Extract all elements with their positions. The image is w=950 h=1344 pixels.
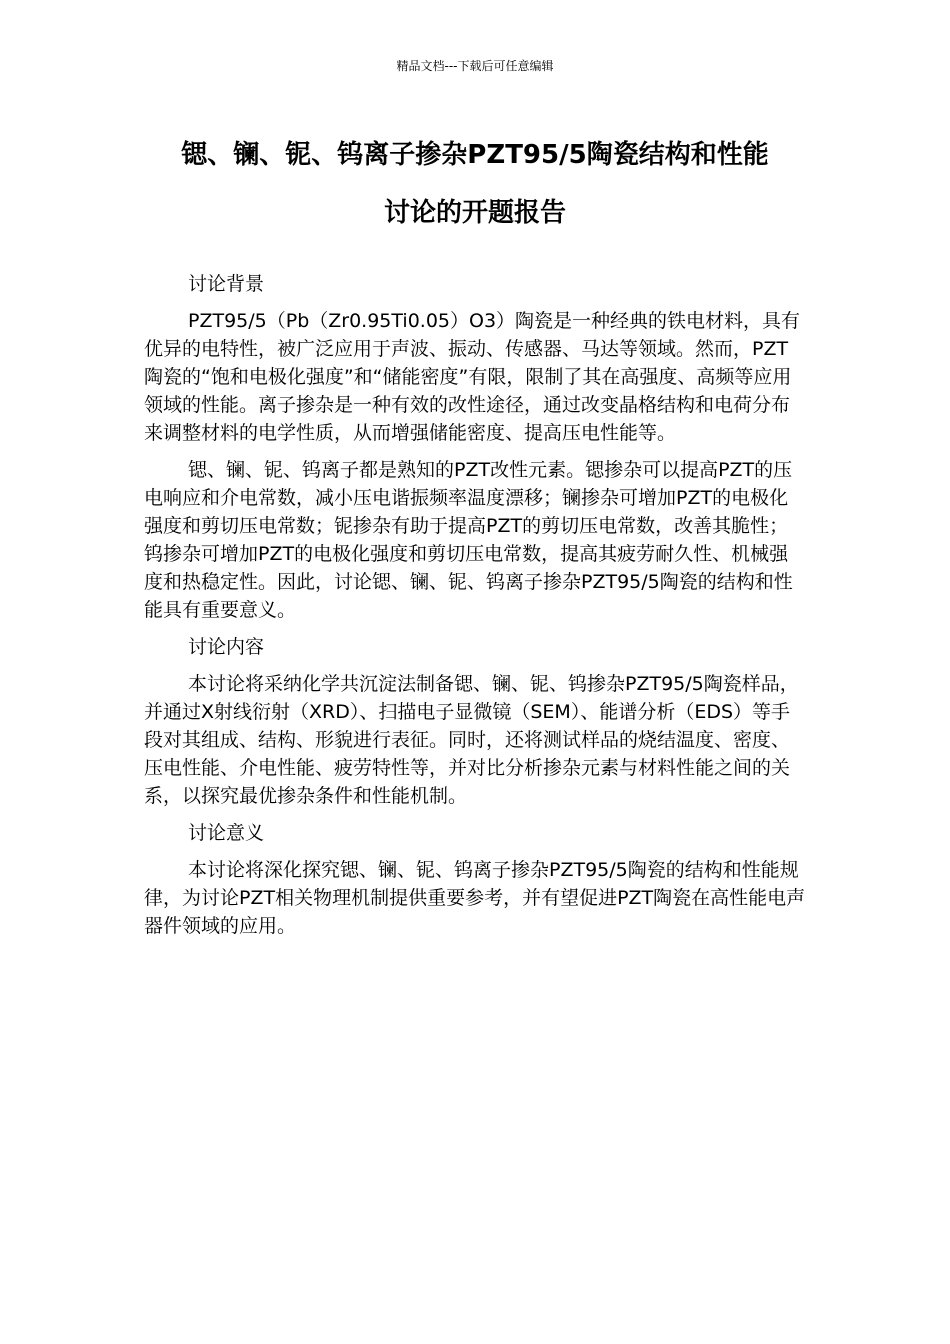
section-significance	[144, 819, 806, 940]
section-heading: 讨论意义	[188, 822, 265, 844]
document-body	[144, 270, 806, 949]
document-title-line-1: 锶、镧、铌、钨离子掺杂PZT95/5陶瓷结构和性能	[181, 140, 769, 170]
section-heading: 讨论内容	[188, 636, 265, 658]
section-content	[144, 633, 806, 810]
paragraph: 本讨论将采纳化学共沉淀法制备锶、镧、铌、钨掺杂PZT95/5陶瓷样品，并通过X射线衍射（XRD）、扫描电子显微镜（SEM）、能谱分析（EDS）等手段对其组成、结构、形貌进行表征。同时，还将测试样品的烧结温度、密度、压电性能、介电性能、疲劳特性等，并对比分析掺杂元素与材料性能之间的关系，以探究最优掺杂条件和性能机制。	[144, 673, 799, 807]
paragraph: PZT95/5（Pb（Zr0.95Ti0.05）O3）陶瓷是一种经典的铁电材料，具有优异的电特性，被广泛应用于声波、振动、传感器、马达等领域。然而，PZT陶瓷的“饱和电极化强度”和“储能密度”有限，限制了其在高强度、高频等应用领域的性能。离子掺杂是一种有效的改性途径，通过改变晶格结构和电荷分布来调整材料的电学性质，从而增强储能密度、提高压电性能等。	[144, 310, 801, 444]
document-title-line-2: 讨论的开题报告	[383, 198, 566, 228]
section-heading: 讨论背景	[188, 273, 265, 295]
header-note: 精品文档---下载后可任意编辑	[396, 59, 554, 73]
paragraph: 本讨论将深化探究锶、镧、铌、钨离子掺杂PZT95/5陶瓷的结构和性能规律，为讨论PZT相关物理机制提供重要参考，并有望促进PZT陶瓷在高性能电声器件领域的应用。	[144, 859, 806, 937]
section-background	[144, 270, 806, 624]
paragraph: 锶、镧、铌、钨离子都是熟知的PZT改性元素。锶掺杂可以提高PZT的压电响应和介电常数，减小压电谐振频率温度漂移；镧掺杂可增加PZT的电极化强度和剪切压电常数；铌掺杂有助于提高PZT的剪切压电常数，改善其脆性；钨掺杂可增加PZT的电极化强度和剪切压电常数，提高其疲劳耐久性、机械强度和热稳定性。因此，讨论锶、镧、铌、钨离子掺杂PZT95/5陶瓷的结构和性能具有重要意义。	[144, 459, 793, 621]
